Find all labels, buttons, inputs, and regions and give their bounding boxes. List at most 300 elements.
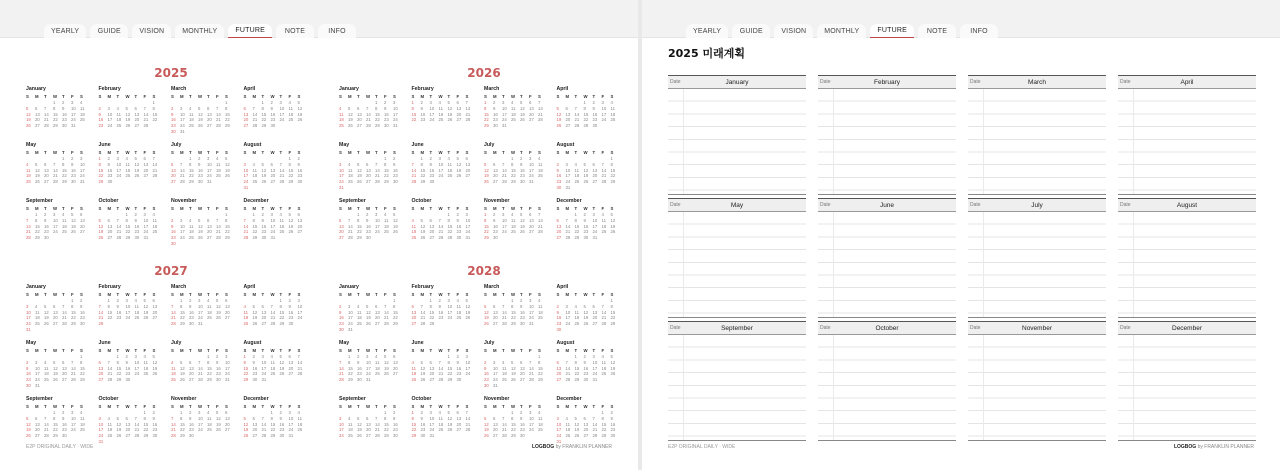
day-cell[interactable]: 17 xyxy=(53,223,58,229)
day-cell[interactable]: 27 xyxy=(529,229,534,235)
day-cell[interactable]: 27 xyxy=(107,235,113,241)
future-month-lines[interactable] xyxy=(818,212,956,318)
day-cell[interactable]: 27 xyxy=(339,235,344,241)
day-cell[interactable]: 9 xyxy=(493,105,496,111)
day-cell[interactable]: 4 xyxy=(574,161,577,167)
day-cell[interactable]: 18 xyxy=(339,117,344,123)
day-cell[interactable]: 26 xyxy=(125,123,131,129)
day-cell[interactable]: 13 xyxy=(429,223,435,229)
day-cell[interactable]: 25 xyxy=(80,117,85,123)
day-cell[interactable]: 15 xyxy=(243,365,249,371)
day-cell[interactable]: 12 xyxy=(357,421,362,427)
day-cell[interactable]: 8 xyxy=(610,303,613,309)
day-cell[interactable]: 9 xyxy=(198,161,201,167)
day-cell[interactable]: 3 xyxy=(366,354,369,359)
day-cell[interactable]: 10 xyxy=(601,105,607,111)
day-cell[interactable]: 3 xyxy=(556,415,559,421)
day-cell[interactable]: 22 xyxy=(225,229,230,235)
day-cell[interactable]: 30 xyxy=(26,382,31,388)
day-cell[interactable]: 18 xyxy=(348,173,353,179)
day-cell[interactable]: 3 xyxy=(592,212,595,217)
day-cell[interactable]: 17 xyxy=(438,167,444,173)
day-cell[interactable]: 19 xyxy=(574,427,580,433)
day-cell[interactable]: 15 xyxy=(393,309,398,315)
day-cell[interactable]: 19 xyxy=(71,223,76,229)
day-cell[interactable]: 25 xyxy=(502,377,507,383)
day-cell[interactable]: 26 xyxy=(583,179,589,185)
day-cell[interactable]: 18 xyxy=(279,223,285,229)
day-cell[interactable]: 14 xyxy=(143,111,149,117)
day-cell[interactable]: 27 xyxy=(493,321,498,327)
day-cell[interactable]: 19 xyxy=(610,365,616,371)
day-cell[interactable]: 10 xyxy=(80,161,85,167)
day-cell[interactable]: 25 xyxy=(35,321,40,327)
day-cell[interactable]: 6 xyxy=(261,303,264,309)
day-cell[interactable]: 20 xyxy=(297,223,303,229)
day-cell[interactable]: 6 xyxy=(189,359,192,365)
day-cell[interactable]: 30 xyxy=(393,433,398,439)
day-cell[interactable]: 4 xyxy=(35,303,38,309)
day-cell[interactable]: 4 xyxy=(252,161,255,167)
day-cell[interactable]: 25 xyxy=(80,427,85,433)
day-cell[interactable]: 2 xyxy=(270,100,273,105)
day-cell[interactable]: 4 xyxy=(171,359,174,365)
day-cell[interactable]: 10 xyxy=(556,421,562,427)
day-cell[interactable]: 22 xyxy=(393,315,398,321)
day-cell[interactable]: 1 xyxy=(107,298,110,303)
day-cell[interactable]: 27 xyxy=(35,433,40,439)
day-cell[interactable]: 25 xyxy=(538,427,543,433)
day-cell[interactable]: 16 xyxy=(520,421,525,427)
day-cell[interactable]: 1 xyxy=(511,410,514,415)
day-cell[interactable]: 29 xyxy=(143,433,149,439)
day-cell[interactable]: 4 xyxy=(134,298,137,303)
day-cell[interactable]: 14 xyxy=(538,105,543,111)
day-cell[interactable]: 9 xyxy=(98,111,101,117)
day-cell[interactable]: 14 xyxy=(348,223,353,229)
day-cell[interactable]: 23 xyxy=(26,377,31,383)
day-cell[interactable]: 15 xyxy=(511,309,516,315)
tab-note[interactable]: NOTE xyxy=(276,24,314,38)
day-cell[interactable]: 20 xyxy=(456,421,462,427)
day-cell[interactable]: 10 xyxy=(297,303,303,309)
day-cell[interactable]: 16 xyxy=(384,111,389,117)
day-cell[interactable]: 26 xyxy=(44,321,49,327)
day-cell[interactable]: 30 xyxy=(152,433,158,439)
day-cell[interactable]: 25 xyxy=(456,315,462,321)
day-cell[interactable]: 13 xyxy=(261,309,267,315)
day-cell[interactable]: 3 xyxy=(339,415,342,421)
day-cell[interactable]: 7 xyxy=(152,156,155,161)
day-cell[interactable]: 11 xyxy=(511,105,516,111)
day-cell[interactable]: 15 xyxy=(538,365,543,371)
day-cell[interactable]: 8 xyxy=(125,217,128,223)
day-cell[interactable]: 6 xyxy=(456,100,459,105)
day-cell[interactable]: 13 xyxy=(375,309,380,315)
day-cell[interactable]: 23 xyxy=(610,427,616,433)
day-cell[interactable]: 27 xyxy=(62,377,67,383)
tab-guide[interactable]: GUIDE xyxy=(90,24,128,38)
day-cell[interactable]: 17 xyxy=(502,111,507,117)
day-cell[interactable]: 16 xyxy=(189,309,194,315)
day-cell[interactable]: 22 xyxy=(225,117,230,123)
day-cell[interactable]: 4 xyxy=(411,217,414,223)
day-cell[interactable]: 8 xyxy=(225,105,228,111)
day-cell[interactable]: 25 xyxy=(134,315,140,321)
day-cell[interactable]: 2 xyxy=(26,359,29,365)
day-cell[interactable]: 13 xyxy=(339,223,344,229)
day-cell[interactable]: 16 xyxy=(592,111,598,117)
day-cell[interactable]: 21 xyxy=(538,223,543,229)
day-cell[interactable]: 6 xyxy=(520,359,523,365)
day-cell[interactable]: 25 xyxy=(411,377,417,383)
day-cell[interactable]: 31 xyxy=(270,235,276,241)
day-cell[interactable]: 13 xyxy=(493,309,498,315)
day-cell[interactable]: 28 xyxy=(384,321,389,327)
day-cell[interactable]: 28 xyxy=(62,321,67,327)
day-cell[interactable]: 4 xyxy=(339,105,342,111)
day-cell[interactable]: 25 xyxy=(152,229,158,235)
day-cell[interactable]: 23 xyxy=(152,427,158,433)
day-cell[interactable]: 8 xyxy=(279,303,282,309)
day-cell[interactable]: 26 xyxy=(225,173,230,179)
day-cell[interactable]: 25 xyxy=(62,229,67,235)
day-cell[interactable]: 28 xyxy=(502,321,507,327)
day-cell[interactable]: 20 xyxy=(366,427,371,433)
day-cell[interactable]: 20 xyxy=(35,427,40,433)
day-cell[interactable]: 5 xyxy=(456,156,459,161)
day-cell[interactable]: 9 xyxy=(520,415,523,421)
day-cell[interactable]: 23 xyxy=(556,179,562,185)
day-cell[interactable]: 23 xyxy=(556,321,562,327)
day-cell[interactable]: 1 xyxy=(411,100,414,105)
day-cell[interactable]: 23 xyxy=(171,235,176,241)
day-cell[interactable]: 3 xyxy=(565,161,568,167)
day-cell[interactable]: 25 xyxy=(610,117,616,123)
day-cell[interactable]: 14 xyxy=(384,309,389,315)
day-cell[interactable]: 25 xyxy=(26,179,31,185)
day-cell[interactable]: 30 xyxy=(520,179,525,185)
day-cell[interactable]: 8 xyxy=(511,161,514,167)
day-cell[interactable]: 15 xyxy=(53,421,58,427)
day-cell[interactable]: 23 xyxy=(279,427,285,433)
day-cell[interactable]: 19 xyxy=(348,117,353,123)
day-cell[interactable]: 4 xyxy=(189,105,192,111)
day-cell[interactable]: 26 xyxy=(134,173,140,179)
day-cell[interactable]: 19 xyxy=(583,315,589,321)
day-cell[interactable]: 8 xyxy=(107,303,110,309)
day-cell[interactable]: 12 xyxy=(26,421,31,427)
day-cell[interactable]: 9 xyxy=(583,359,586,365)
day-cell[interactable]: 6 xyxy=(465,156,468,161)
day-cell[interactable]: 6 xyxy=(252,415,255,421)
day-cell[interactable]: 16 xyxy=(429,167,435,173)
day-cell[interactable]: 16 xyxy=(80,309,85,315)
day-cell[interactable]: 20 xyxy=(456,111,462,117)
day-cell[interactable]: 4 xyxy=(438,100,441,105)
day-cell[interactable]: 27 xyxy=(493,433,498,439)
day-cell[interactable]: 2 xyxy=(297,156,300,161)
day-cell[interactable]: 30 xyxy=(366,235,371,241)
day-cell[interactable]: 28 xyxy=(243,235,249,241)
day-cell[interactable]: 4 xyxy=(502,359,505,365)
day-cell[interactable]: 23 xyxy=(62,427,67,433)
day-cell[interactable]: 18 xyxy=(26,173,31,179)
day-cell[interactable]: 5 xyxy=(357,161,360,167)
day-cell[interactable]: 3 xyxy=(35,359,38,365)
day-cell[interactable]: 18 xyxy=(216,167,221,173)
day-cell[interactable]: 2 xyxy=(125,354,128,359)
day-cell[interactable]: 22 xyxy=(53,117,58,123)
day-cell[interactable]: 9 xyxy=(107,161,110,167)
day-cell[interactable]: 21 xyxy=(297,365,303,371)
day-cell[interactable]: 22 xyxy=(348,371,353,377)
day-cell[interactable]: 13 xyxy=(456,105,462,111)
day-cell[interactable]: 31 xyxy=(207,179,212,185)
day-cell[interactable]: 2 xyxy=(366,212,369,217)
day-cell[interactable]: 4 xyxy=(357,303,360,309)
day-cell[interactable]: 29 xyxy=(348,377,353,383)
day-cell[interactable]: 12 xyxy=(420,365,426,371)
day-cell[interactable]: 22 xyxy=(270,427,276,433)
day-cell[interactable]: 9 xyxy=(357,359,360,365)
day-cell[interactable]: 23 xyxy=(583,229,589,235)
day-cell[interactable]: 27 xyxy=(252,433,258,439)
day-cell[interactable]: 20 xyxy=(107,229,113,235)
day-cell[interactable]: 23 xyxy=(62,117,67,123)
day-cell[interactable]: 31 xyxy=(565,184,571,190)
future-month-lines[interactable] xyxy=(968,212,1106,318)
day-cell[interactable]: 28 xyxy=(420,321,426,327)
day-cell[interactable]: 1 xyxy=(80,354,83,359)
day-cell[interactable]: 22 xyxy=(252,229,258,235)
day-cell[interactable]: 17 xyxy=(502,223,507,229)
day-cell[interactable]: 26 xyxy=(98,235,104,241)
day-cell[interactable]: 21 xyxy=(252,117,258,123)
day-cell[interactable]: 3 xyxy=(601,100,604,105)
day-cell[interactable]: 2 xyxy=(107,156,110,161)
day-cell[interactable]: 29 xyxy=(116,377,122,383)
day-cell[interactable]: 16 xyxy=(198,167,203,173)
day-cell[interactable]: 2 xyxy=(171,105,174,111)
day-cell[interactable]: 15 xyxy=(384,167,389,173)
day-cell[interactable]: 24 xyxy=(366,371,371,377)
day-cell[interactable]: 28 xyxy=(339,377,344,383)
day-cell[interactable]: 7 xyxy=(26,217,29,223)
day-cell[interactable]: 12 xyxy=(44,309,49,315)
day-cell[interactable]: 9 xyxy=(429,161,432,167)
day-cell[interactable]: 15 xyxy=(225,111,230,117)
day-cell[interactable]: 3 xyxy=(143,212,146,217)
day-cell[interactable]: 19 xyxy=(134,167,140,173)
tab-info[interactable]: INFO xyxy=(318,24,356,38)
day-cell[interactable]: 30 xyxy=(288,321,294,327)
day-cell[interactable]: 29 xyxy=(71,321,76,327)
day-cell[interactable]: 23 xyxy=(189,427,194,433)
day-cell[interactable]: 8 xyxy=(180,303,183,309)
day-cell[interactable]: 5 xyxy=(152,354,155,359)
day-cell[interactable]: 29 xyxy=(279,321,285,327)
day-cell[interactable]: 9 xyxy=(484,365,487,371)
day-cell[interactable]: 3 xyxy=(429,410,432,415)
day-cell[interactable]: 7 xyxy=(529,359,532,365)
day-cell[interactable]: 11 xyxy=(297,415,302,421)
tab-future[interactable]: FUTURE xyxy=(870,24,914,38)
day-cell[interactable]: 8 xyxy=(420,161,423,167)
day-cell[interactable]: 11 xyxy=(44,365,49,371)
day-cell[interactable]: 19 xyxy=(297,111,303,117)
day-cell[interactable]: 9 xyxy=(270,105,273,111)
day-cell[interactable]: 2 xyxy=(420,410,423,415)
day-cell[interactable]: 11 xyxy=(438,105,443,111)
day-cell[interactable]: 29 xyxy=(384,179,389,185)
day-cell[interactable]: 29 xyxy=(261,123,267,129)
day-cell[interactable]: 29 xyxy=(420,179,426,185)
day-cell[interactable]: 26 xyxy=(484,179,489,185)
day-cell[interactable]: 8 xyxy=(71,303,74,309)
day-cell[interactable]: 15 xyxy=(357,223,362,229)
day-cell[interactable]: 6 xyxy=(44,161,47,167)
day-cell[interactable]: 10 xyxy=(270,217,276,223)
day-cell[interactable]: 28 xyxy=(465,117,471,123)
day-cell[interactable]: 18 xyxy=(125,167,131,173)
day-cell[interactable]: 31 xyxy=(592,377,598,383)
day-cell[interactable]: 28 xyxy=(297,371,303,377)
day-cell[interactable]: 15 xyxy=(420,167,426,173)
day-cell[interactable]: 5 xyxy=(261,161,264,167)
day-cell[interactable]: 7 xyxy=(538,212,541,217)
day-cell[interactable]: 22 xyxy=(511,173,516,179)
day-cell[interactable]: 31 xyxy=(243,184,249,190)
day-cell[interactable]: 19 xyxy=(35,173,40,179)
day-cell[interactable]: 7 xyxy=(348,217,351,223)
day-cell[interactable]: 22 xyxy=(98,173,104,179)
day-cell[interactable]: 2 xyxy=(429,156,432,161)
day-cell[interactable]: 25 xyxy=(189,235,194,241)
day-cell[interactable]: 24 xyxy=(198,315,203,321)
day-cell[interactable]: 11 xyxy=(80,415,85,421)
day-cell[interactable]: 13 xyxy=(225,303,230,309)
day-cell[interactable]: 26 xyxy=(180,377,185,383)
day-cell[interactable]: 29 xyxy=(601,433,607,439)
day-cell[interactable]: 5 xyxy=(134,156,137,161)
day-cell[interactable]: 23 xyxy=(339,321,344,327)
day-cell[interactable]: 8 xyxy=(429,303,432,309)
day-cell[interactable]: 30 xyxy=(384,123,389,129)
day-cell[interactable]: 19 xyxy=(288,223,294,229)
day-cell[interactable]: 9 xyxy=(279,415,282,421)
tab-info[interactable]: INFO xyxy=(960,24,998,38)
day-cell[interactable]: 8 xyxy=(270,415,273,421)
day-cell[interactable]: 23 xyxy=(98,123,104,129)
day-cell[interactable]: 5 xyxy=(520,212,523,217)
day-cell[interactable]: 15 xyxy=(35,223,40,229)
day-cell[interactable]: 3 xyxy=(270,212,273,217)
day-cell[interactable]: 8 xyxy=(574,359,577,365)
day-cell[interactable]: 9 xyxy=(171,111,174,117)
day-cell[interactable]: 7 xyxy=(465,410,468,415)
day-cell[interactable]: 23 xyxy=(592,117,598,123)
day-cell[interactable]: 20 xyxy=(357,117,362,123)
day-cell[interactable]: 17 xyxy=(565,173,571,179)
day-cell[interactable]: 24 xyxy=(207,173,212,179)
day-cell[interactable]: 15 xyxy=(143,421,149,427)
day-cell[interactable]: 7 xyxy=(384,303,387,309)
day-cell[interactable]: 8 xyxy=(35,217,38,223)
day-cell[interactable]: 30 xyxy=(556,184,562,190)
day-cell[interactable]: 10 xyxy=(98,421,104,427)
day-cell[interactable]: 4 xyxy=(538,156,541,161)
tab-monthly[interactable]: MONTHLY xyxy=(817,24,866,38)
day-cell[interactable]: 21 xyxy=(366,117,371,123)
day-cell[interactable]: 23 xyxy=(493,117,498,123)
day-cell[interactable]: 11 xyxy=(125,161,130,167)
day-cell[interactable]: 21 xyxy=(565,229,571,235)
day-cell[interactable]: 20 xyxy=(171,173,176,179)
day-cell[interactable]: 2 xyxy=(484,359,487,365)
day-cell[interactable]: 1 xyxy=(225,212,228,217)
day-cell[interactable]: 1 xyxy=(511,298,514,303)
day-cell[interactable]: 27 xyxy=(592,179,598,185)
day-cell[interactable]: 27 xyxy=(520,377,525,383)
day-cell[interactable]: 12 xyxy=(583,309,589,315)
day-cell[interactable]: 1 xyxy=(53,100,56,105)
day-cell[interactable]: 27 xyxy=(80,229,85,235)
tab-note[interactable]: NOTE xyxy=(918,24,956,38)
day-cell[interactable]: 7 xyxy=(375,161,378,167)
day-cell[interactable]: 2 xyxy=(556,303,559,309)
day-cell[interactable]: 12 xyxy=(134,161,140,167)
day-cell[interactable]: 11 xyxy=(511,217,516,223)
day-cell[interactable]: 24 xyxy=(529,173,534,179)
day-cell[interactable]: 12 xyxy=(225,161,230,167)
day-cell[interactable]: 21 xyxy=(270,315,276,321)
day-cell[interactable]: 30 xyxy=(484,382,489,388)
day-cell[interactable]: 8 xyxy=(152,105,155,111)
day-cell[interactable]: 16 xyxy=(125,365,131,371)
day-cell[interactable]: 14 xyxy=(26,223,31,229)
day-cell[interactable]: 1 xyxy=(348,354,351,359)
day-cell[interactable]: 6 xyxy=(411,303,414,309)
day-cell[interactable]: 21 xyxy=(216,229,221,235)
day-cell[interactable]: 13 xyxy=(207,223,212,229)
day-cell[interactable]: 19 xyxy=(152,365,158,371)
day-cell[interactable]: 27 xyxy=(207,123,212,129)
day-cell[interactable]: 11 xyxy=(456,303,461,309)
day-cell[interactable]: 18 xyxy=(270,365,276,371)
day-cell[interactable]: 8 xyxy=(348,359,351,365)
future-month-lines[interactable] xyxy=(1118,212,1256,318)
day-cell[interactable]: 7 xyxy=(438,217,441,223)
day-cell[interactable]: 10 xyxy=(529,161,534,167)
day-cell[interactable]: 14 xyxy=(107,365,113,371)
day-cell[interactable]: 30 xyxy=(171,240,176,246)
day-cell[interactable]: 20 xyxy=(556,371,562,377)
day-cell[interactable]: 5 xyxy=(520,100,523,105)
day-cell[interactable]: 9 xyxy=(420,415,423,421)
day-cell[interactable]: 8 xyxy=(180,415,183,421)
day-cell[interactable]: 23 xyxy=(44,229,49,235)
day-cell[interactable]: 11 xyxy=(538,303,543,309)
day-cell[interactable]: 14 xyxy=(574,111,580,117)
day-cell[interactable]: 18 xyxy=(565,427,571,433)
day-cell[interactable]: 29 xyxy=(511,179,516,185)
day-cell[interactable]: 11 xyxy=(574,309,579,315)
day-cell[interactable]: 30 xyxy=(456,377,462,383)
day-cell[interactable]: 13 xyxy=(53,309,58,315)
day-cell[interactable]: 11 xyxy=(601,359,606,365)
day-cell[interactable]: 22 xyxy=(71,315,76,321)
